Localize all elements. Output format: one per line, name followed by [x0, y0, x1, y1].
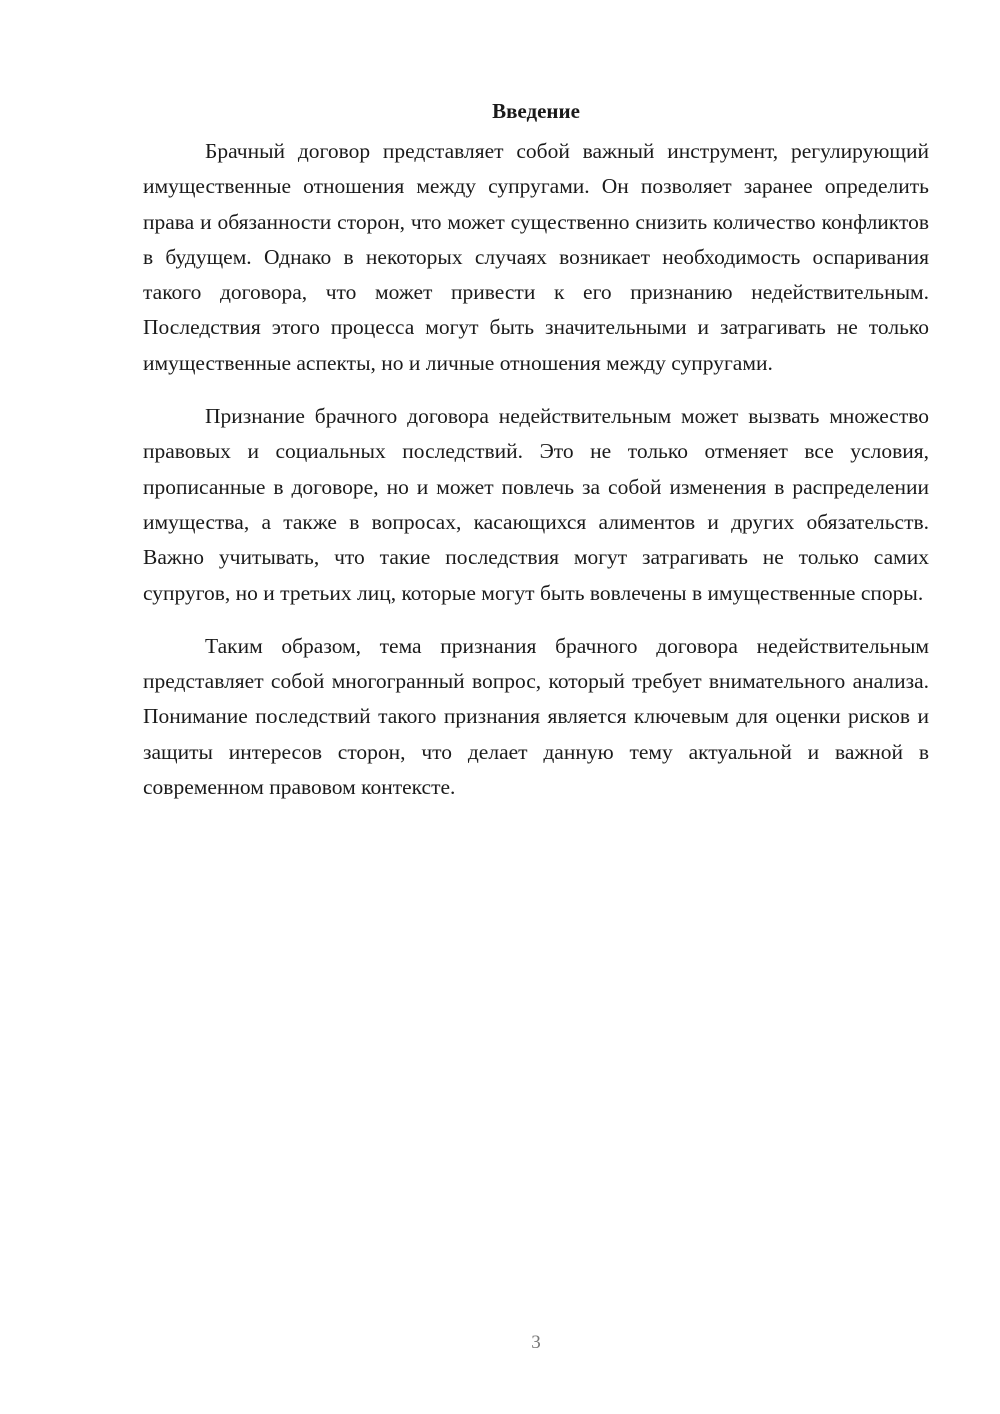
section-title: Введение [492, 99, 580, 123]
page-number: 3 [531, 1332, 541, 1353]
page-content [143, 96, 929, 823]
paragraph-1: Брачный договор представляет собой важный инструмент, регулирующий имущественные отношения между супругами. Он позволяет заранее определить права и обязанности сторон, что может существенно снизить количество конфликтов в будущем. Однако в некоторых случаях возникает необходимость оспаривания такого договора, что может привести к его признанию недействительным. Последствия этого процесса могут быть значительными и затрагивать не только имущественные аспекты, но и личные отношения между супругами. [143, 139, 929, 375]
paragraph-3: Таким образом, тема признания брачного договора недействительным представляет собой многогранный вопрос, который требует внимательного анализа. Понимание последствий такого признания является ключевым для оценки рисков и защиты интересов сторон, что делает данную тему актуальной и важной в современном правовом контексте. [143, 633, 929, 800]
paragraph-2: Признание брачного договора недействительным может вызвать множество правовых и социальных последствий. Это не только отменяет все условия, прописанные в договоре, но и может повлечь за собой изменения в распределении имущества, а также в вопросах, касающихся алиментов и других обязательств. Важно учитывать, что такие последствия могут затрагивать не только самих супругов, но и третьих лиц, которые могут быть вовлечены в имущественные споры. [143, 404, 929, 605]
